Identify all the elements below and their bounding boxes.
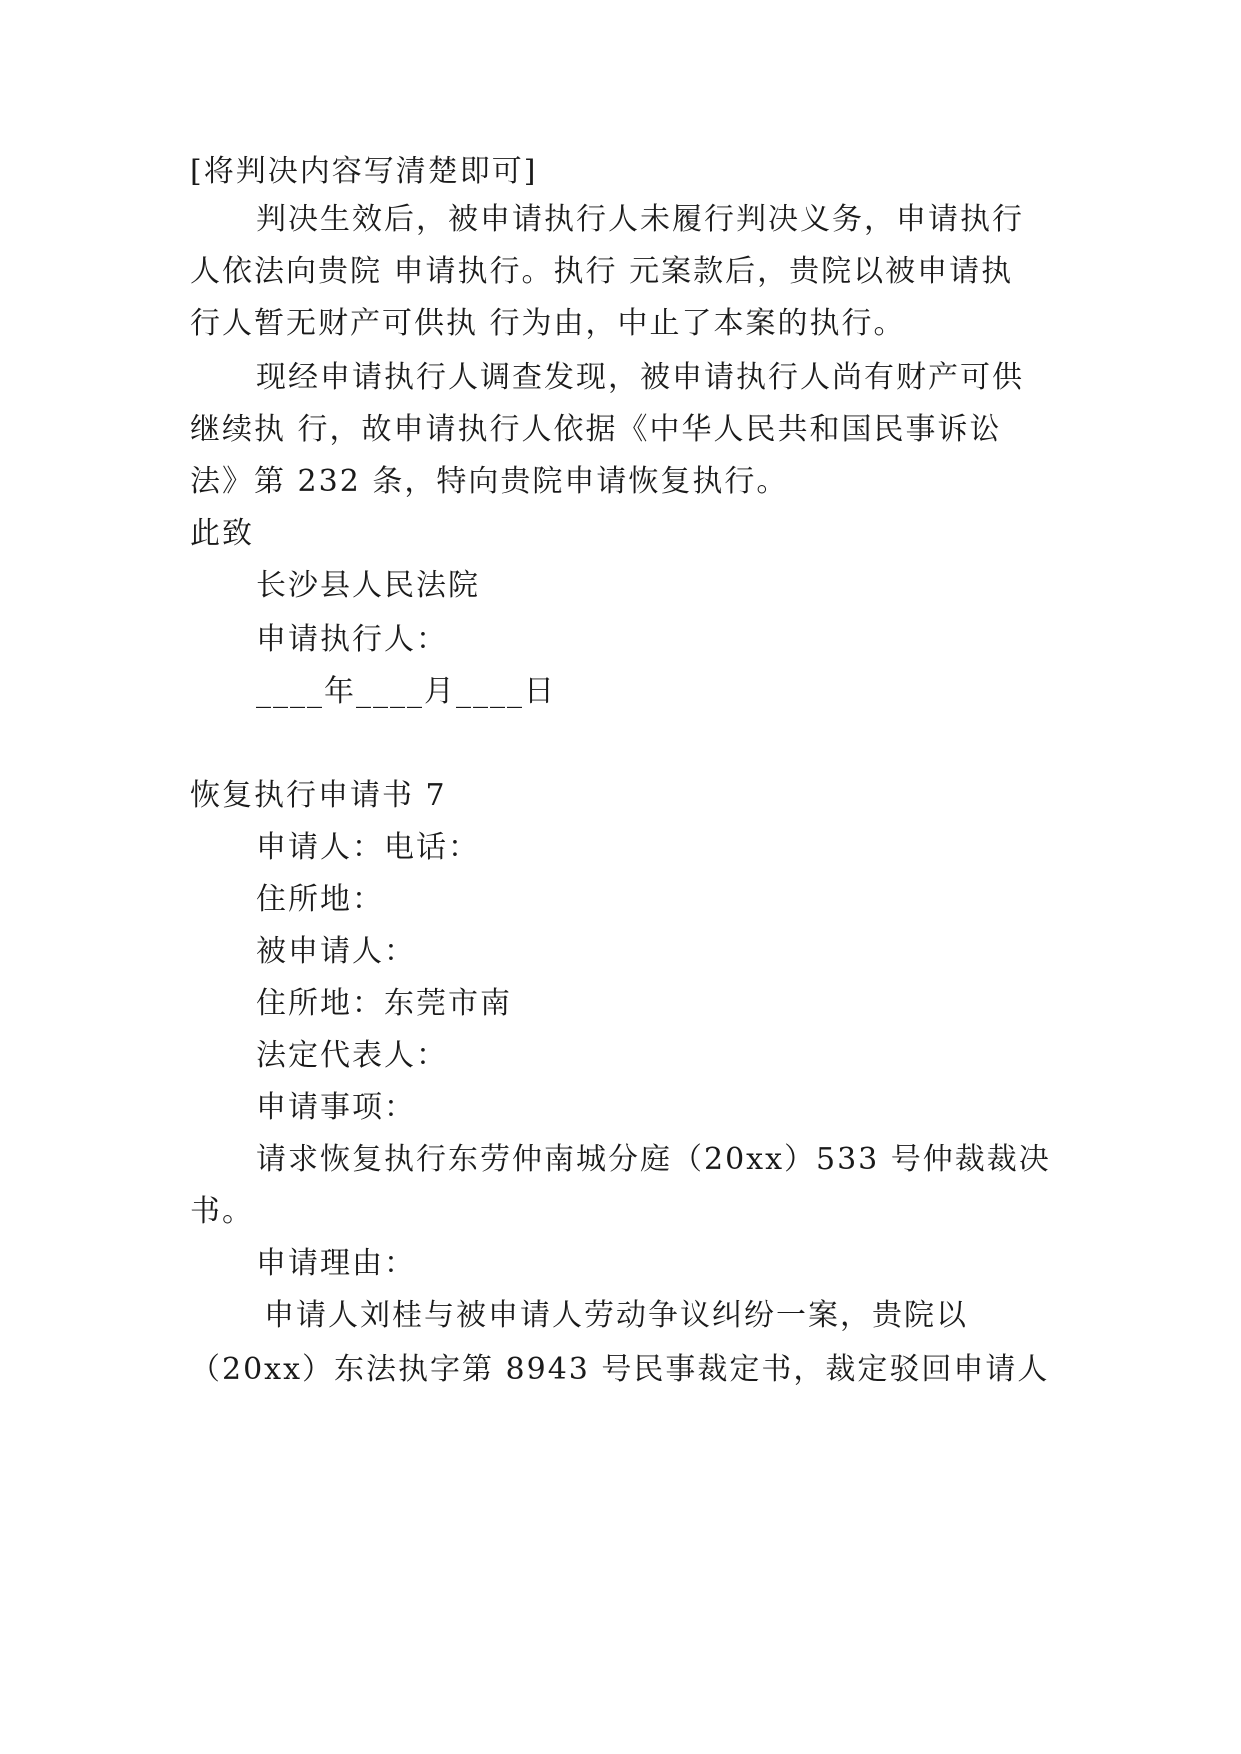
application-reasons-heading: 申请理由： (256, 1246, 416, 1281)
paragraph-line: 人依法向贵院 申请执行。执行 元案款后，贵院以被申请执 (190, 254, 1014, 289)
paragraph-line: 申请人刘桂与被申请人劳动争议纠纷一案，贵院以 (264, 1298, 968, 1333)
salutation: 此致 (190, 516, 254, 551)
paragraph-line: 法》第 232 条，特向贵院申请恢复执行。 (190, 464, 789, 499)
section-title: 恢复执行申请书 7 (190, 778, 447, 813)
respondent-address-field: 住所地：东莞市南 (256, 986, 512, 1021)
bracket-note: [将判决内容写清楚即可] (190, 154, 538, 189)
legal-representative-field: 法定代表人： (256, 1038, 448, 1073)
date-line: ____年____月____日 (256, 674, 556, 709)
paragraph-line: 现经申请执行人调查发现，被申请执行人尚有财产可供 (256, 360, 1024, 395)
paragraph-line: 行人暂无财产可供执 行为由，中止了本案的执行。 (190, 306, 906, 341)
application-matters-heading: 申请事项： (256, 1090, 416, 1125)
address-field: 住所地： (256, 882, 384, 917)
applicant-signature-label: 申请执行人： (256, 622, 448, 657)
court-name: 长沙县人民法院 (256, 568, 480, 603)
paragraph-line: 请求恢复执行东劳仲南城分庭（20xx）533 号仲裁裁决 (256, 1142, 1051, 1177)
respondent-field: 被申请人： (256, 934, 416, 969)
paragraph-line: （20xx）东法执字第 8943 号民事裁定书，裁定驳回申请人 (190, 1352, 1050, 1387)
paragraph-line: 书。 (190, 1194, 254, 1229)
paragraph-line: 继续执 行，故申请执行人依据《中华人民共和国民事诉讼 (190, 412, 1002, 447)
applicant-field: 申请人：电话： (256, 830, 480, 865)
paragraph-line: 判决生效后，被申请执行人未履行判决义务，申请执行 (256, 202, 1024, 237)
